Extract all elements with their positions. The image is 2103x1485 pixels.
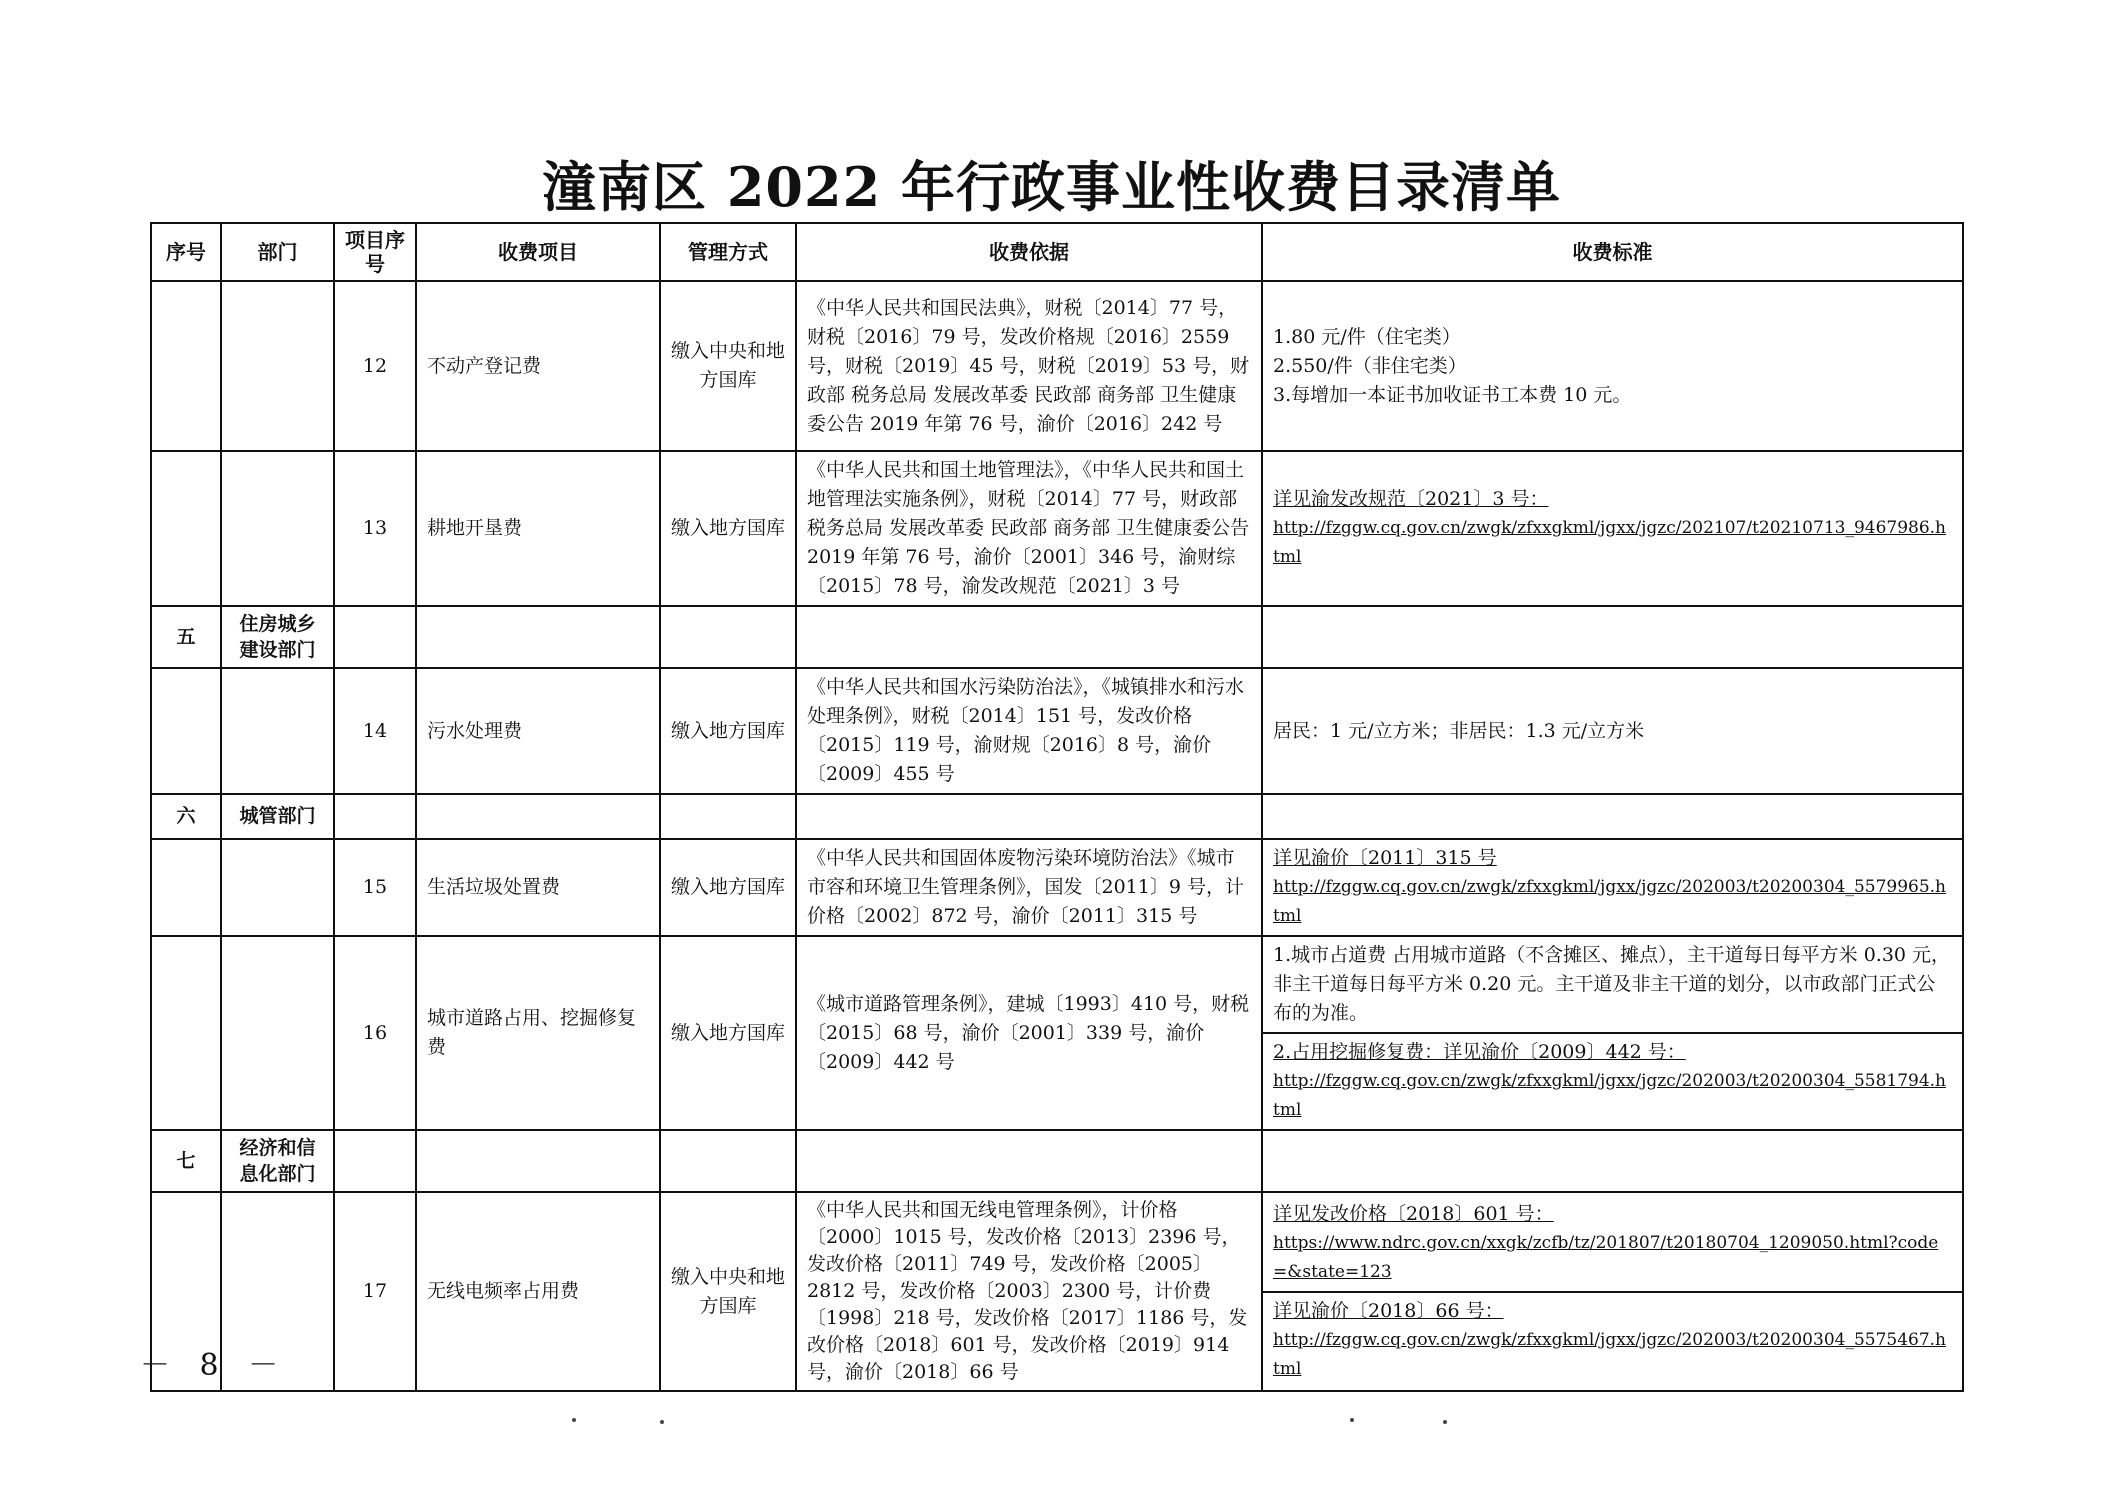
standard-line: 2.占用挖掘修复费：详见渝价〔2009〕442 号： [1273,1041,1686,1063]
table-row [151,839,1963,936]
fee-standard [1262,281,1963,451]
department-seq: 六 [151,794,221,839]
item-name: 不动产登记费 [416,281,660,451]
management-method: 缴入地方国库 [660,451,796,606]
fee-basis: 《中华人民共和国民法典》，财税〔2014〕77 号，财税〔2016〕79 号，发改价格规〔2016〕2559 号，财税〔2019〕45 号，财税〔2019〕53 号，财政部 税务总局 发展改革委 民政部 商务部 卫生健康委公告 2019 年第 76 号，渝价〔2016〕242 号 [796,281,1262,451]
fee-basis: 《中华人民共和国土地管理法》，《中华人民共和国土地管理法实施条例》，财税〔2014〕77 号，财政部 税务总局 发展改革委 民政部 商务部 卫生健康委公告 2019 年第 76 号，渝价〔2001〕346 号，渝财综〔2015〕78 号，渝发改规范〔2021〕3 号 [796,451,1262,606]
management-method: 缴入地方国库 [660,668,796,794]
item-name: 污水处理费 [416,668,660,794]
department-name: 住房城乡建设部门 [221,606,334,668]
department-seq: 七 [151,1130,221,1192]
department-row [151,794,1963,839]
standard-line: 详见发改价格〔2018〕601 号： [1273,1202,1554,1225]
department-seq: 五 [151,606,221,668]
standard-line: 详见渝发改规范〔2021〕3 号： [1273,488,1549,510]
item-number: 15 [334,839,416,936]
item-number: 13 [334,451,416,606]
standard-block [1263,1196,1962,1293]
standard-line: 1.80 元/件（住宅类） [1273,325,1461,348]
item-name: 无线电频率占用费 [416,1192,660,1391]
fee-standard [1262,936,1963,1130]
standard-line: 详见渝价〔2018〕66 号： [1273,1299,1504,1322]
scan-speck [660,1420,664,1424]
table-header-row [151,223,1963,281]
item-number: 14 [334,668,416,794]
item-name: 城市道路占用、挖掘修复费 [416,936,660,1130]
department-row [151,1130,1963,1192]
fee-standard [1262,839,1963,936]
header-standard: 收费标准 [1262,223,1963,281]
table-row [151,1192,1963,1391]
department-name: 经济和信息化部门 [221,1130,334,1192]
fee-standard-link[interactable]: http://fzggw.cq.gov.cn/zwgk/zfxxgkml/jgxx/jgzc/202003/t20200304_5579965.html [1273,877,1947,926]
management-method: 缴入中央和地方国库 [660,281,796,451]
fee-standard-link[interactable]: http://fzggw.cq.gov.cn/zwgk/zfxxgkml/jgxx/jgzc/202003/t20200304_5581794.html [1273,1071,1947,1120]
fee-basis: 《中华人民共和国无线电管理条例》，计价格〔2000〕1015 号，发改价格〔2013〕2396 号，发改价格〔2011〕749 号，发改价格〔2005〕2812 号，发改价格〔2003〕2300 号，计价费〔1998〕218 号，发改价格〔2017〕1186 号，发改价格〔2018〕601 号，发改价格〔2019〕914 号，渝价〔2018〕66 号 [796,1192,1262,1391]
header-dept: 部门 [221,223,334,281]
scan-speck [572,1418,576,1422]
standard-line: 2.550/件（非住宅类） [1273,354,1467,377]
item-name: 生活垃圾处置费 [416,839,660,936]
item-number: 12 [334,281,416,451]
management-method: 缴入地方国库 [660,839,796,936]
fee-standard-link[interactable]: http://fzggw.cq.gov.cn/zwgk/zfxxgkml/jgxx/jgzc/202003/t20200304_5575467.html [1273,1329,1947,1379]
fee-standard: 居民：1 元/立方米；非居民：1.3 元/立方米 [1262,668,1963,794]
scan-speck [1443,1420,1447,1424]
fee-table [150,222,1964,1392]
header-item: 收费项目 [416,223,660,281]
management-method: 缴入地方国库 [660,936,796,1130]
header-seq: 序号 [151,223,221,281]
fee-standard-link[interactable]: https://www.ndrc.gov.cn/xxgk/zcfb/tz/201807/t20180704_1209050.html?code=&state=123 [1273,1232,1939,1282]
standard-block [1263,1034,1962,1129]
management-method: 缴入中央和地方国库 [660,1192,796,1391]
fee-basis: 《中华人民共和国水污染防治法》，《城镇排水和污水处理条例》，财税〔2014〕151 号，发改价格〔2015〕119 号，渝财规〔2016〕8 号，渝价〔2009〕455 号 [796,668,1262,794]
standard-line: 详见渝价〔2011〕315 号 [1273,847,1497,869]
fee-basis: 《中华人民共和国固体废物污染环境防治法》《城市市容和环境卫生管理条例》，国发〔2011〕9 号，计价格〔2002〕872 号，渝价〔2011〕315 号 [796,839,1262,936]
item-number: 16 [334,936,416,1130]
fee-standard-link[interactable]: http://fzggw.cq.gov.cn/zwgk/zfxxgkml/jgxx/jgzc/202107/t20210713_9467986.html [1273,518,1947,567]
item-name: 耕地开垦费 [416,451,660,606]
table-row [151,936,1963,1130]
fee-standard [1262,1192,1963,1391]
fee-basis: 《城市道路管理条例》，建城〔1993〕410 号，财税〔2015〕68 号，渝价〔2001〕339 号，渝价〔2009〕442 号 [796,936,1262,1130]
department-name: 城管部门 [221,794,334,839]
scan-speck [1350,1418,1354,1422]
page-title: 潼南区 2022 年行政事业性收费目录清单 [542,155,1561,219]
item-number: 17 [334,1192,416,1391]
table-row [151,668,1963,794]
standard-block [1263,1293,1962,1388]
header-basis: 收费依据 [796,223,1262,281]
header-mgmt: 管理方式 [660,223,796,281]
header-item-seq: 项目序号 [334,223,416,281]
standard-line: 1.城市占道费 占用城市道路（不含摊区、摊点），主干道每日每平方米 0.30 元，非主干道每日每平方米 0.20 元。主干道及非主干道的划分，以市政部门正式公布的为准。 [1263,937,1962,1034]
department-row [151,606,1963,668]
standard-line: 3.每增加一本证书加收证书工本费 10 元。 [1273,383,1632,406]
table-row [151,451,1963,606]
table-row [151,281,1963,451]
fee-standard [1262,451,1963,606]
page-number: － 8 － [140,1348,289,1383]
